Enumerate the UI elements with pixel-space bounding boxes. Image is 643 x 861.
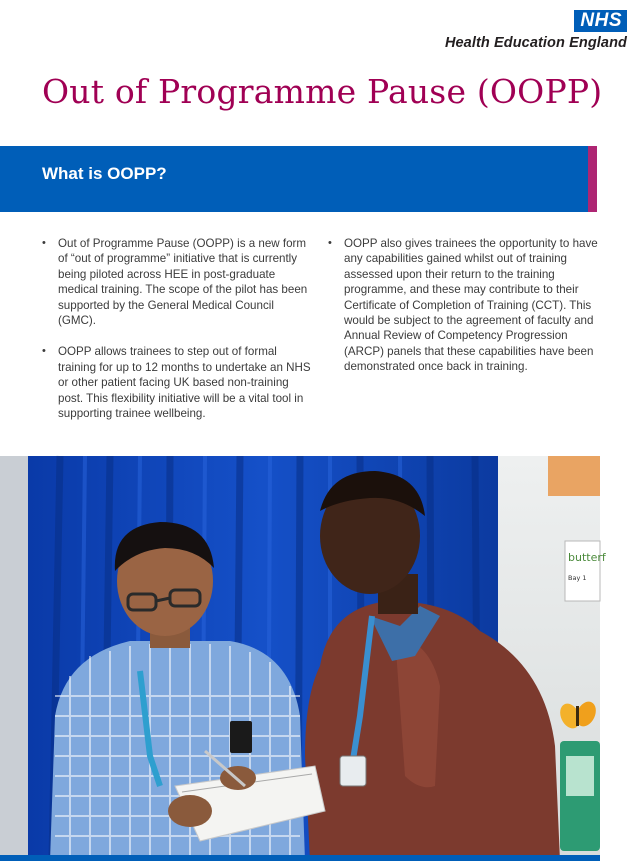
document-title: Out of Programme Pause (OOPP) bbox=[42, 72, 603, 111]
bullet-item: • OOPP also gives trainees the opportunity to have any capabilities gained whilst out of training assessed upon their return to the training programme, and these may contribute to their Certificate of Completion of Training (CCT). This would be subject to the agreement of faculty and Annual Review of Competency Progression (ARCP) panels that these capabilities have been demonstrated once back in training. bbox=[328, 236, 600, 375]
bullet-list-left bbox=[42, 236, 314, 437]
nhs-logo-block bbox=[367, 10, 627, 51]
section-heading: What is OOPP? bbox=[42, 164, 167, 183]
wall-poster bbox=[548, 456, 600, 496]
wall-sign-subtext: Bay 1 bbox=[568, 574, 587, 582]
wall-sign-text: butterf bbox=[568, 551, 606, 564]
organisation-name: Health Education England bbox=[444, 35, 627, 51]
wall-sign bbox=[565, 541, 600, 601]
nhs-logo-badge: NHS bbox=[574, 10, 627, 32]
photo-doctors-consulting bbox=[0, 456, 606, 861]
bullet-item: • OOPP allows trainees to step out of formal training for up to 12 months to undertake an NHS or other patient facing UK based non-training post. This flexibility initiative will be a vital tool in supporting trainee wellbeing. bbox=[42, 344, 314, 421]
footer-rule bbox=[0, 855, 600, 861]
bullet-list-right bbox=[328, 236, 600, 391]
section-header-accent bbox=[588, 146, 597, 212]
bullet-item: • Out of Programme Pause (OOPP) is a new form of “out of programme” initiative that is currently being piloted across HEE in post-graduate medical training. The scope of the pilot has been supported by the General Medical Council (GMC). bbox=[42, 236, 314, 328]
